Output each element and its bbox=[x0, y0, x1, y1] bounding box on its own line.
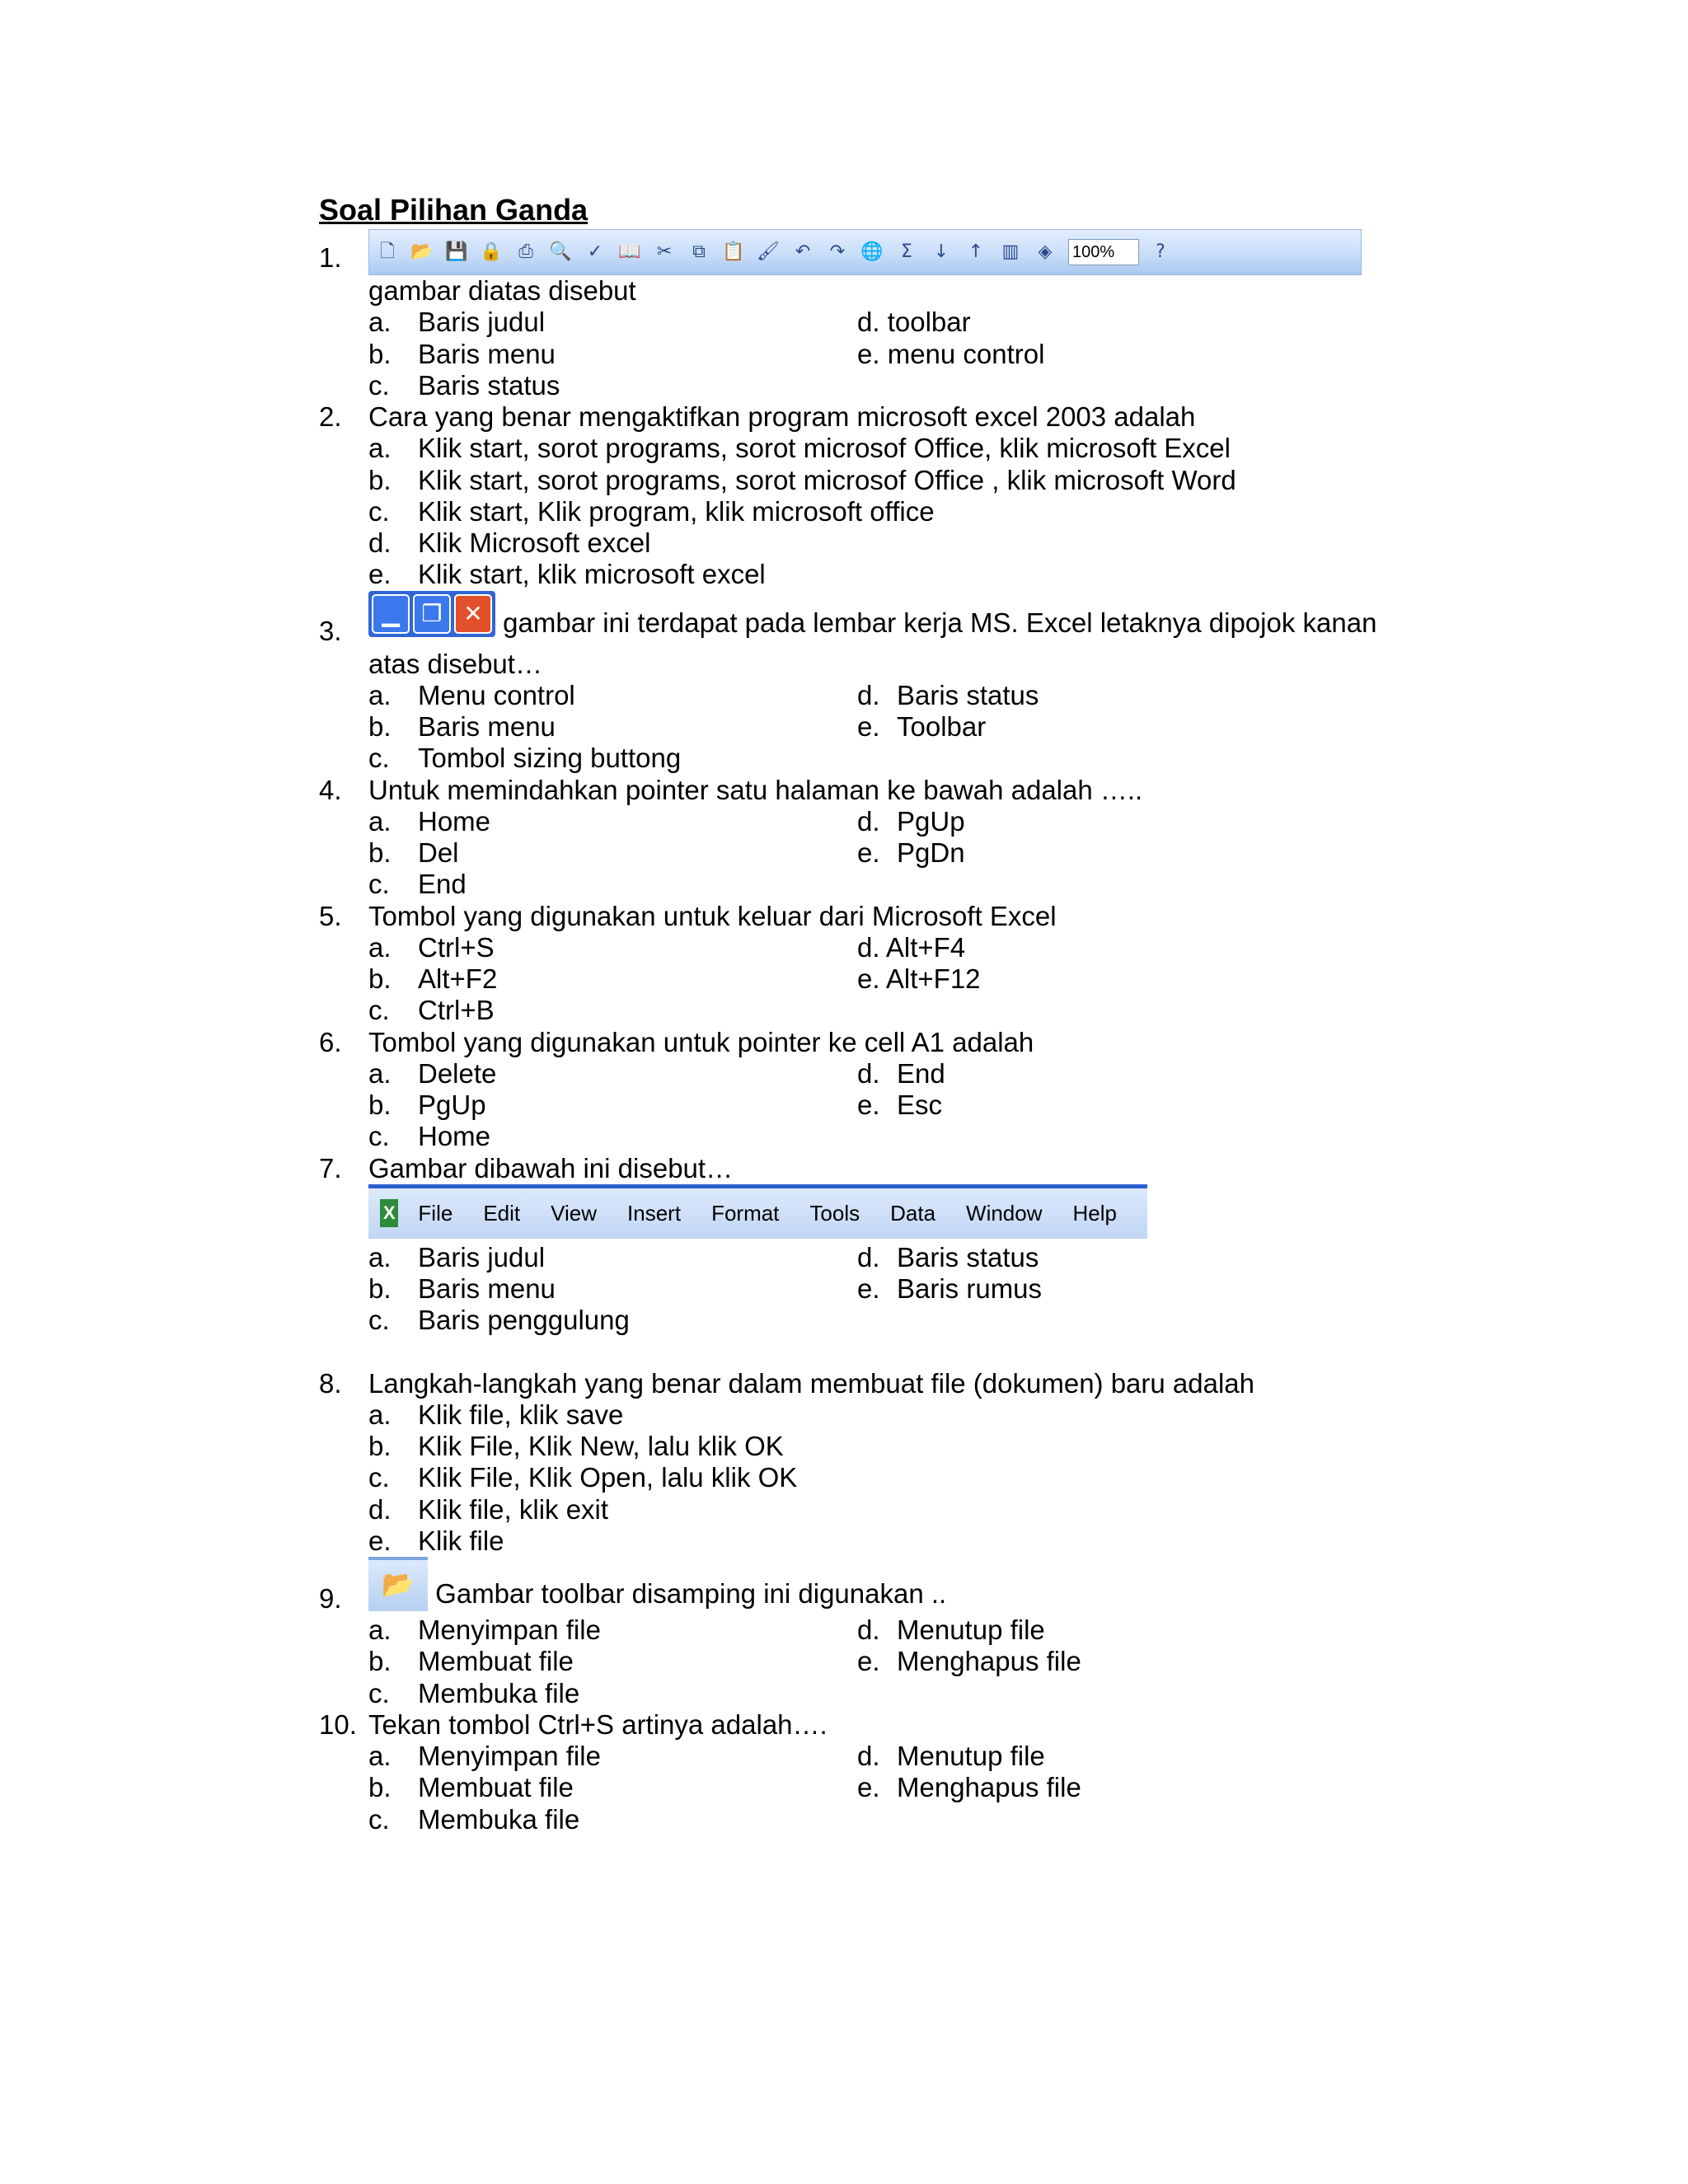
q7-option-c: c. Baris penggulung bbox=[368, 1305, 630, 1336]
q2-number: 2. bbox=[319, 401, 342, 432]
q1-option-c: c. Baris status bbox=[368, 369, 560, 401]
q3-question bbox=[319, 591, 1432, 649]
q4-text: Untuk memindahkan pointer satu halaman ke bawah adalah ….. bbox=[368, 774, 1143, 805]
q6-option-a: a. Delete bbox=[368, 1057, 497, 1089]
q10-option-b: b. Membuat file bbox=[368, 1772, 574, 1803]
q10-question bbox=[319, 1709, 1432, 1741]
q2-option-c: c. Klik start, Klik program, klik microsoft office bbox=[368, 495, 935, 527]
q5-row-2 bbox=[319, 963, 1432, 995]
q8-text: Langkah-langkah yang benar dalam membuat file (dokumen) baru adalah bbox=[368, 1367, 1255, 1399]
q2-question bbox=[319, 401, 1432, 433]
q10-number: 10. bbox=[319, 1708, 357, 1740]
q8-option-d: d. Klik file, klik exit bbox=[368, 1493, 609, 1525]
q7-option-d: d. Baris status bbox=[857, 1241, 1039, 1272]
q3-row-2 bbox=[319, 711, 1432, 743]
q6-row-1 bbox=[319, 1058, 1432, 1090]
q6-option-c: c. Home bbox=[368, 1121, 491, 1152]
q10-option-d: d. Menutup file bbox=[857, 1741, 1045, 1771]
new-icon: 🗋 bbox=[380, 241, 395, 262]
q6-row-2 bbox=[319, 1090, 1432, 1121]
menu-format: Format bbox=[711, 1201, 780, 1226]
open-icon: 📂 bbox=[410, 241, 434, 262]
q4-option-d: d. PgUp bbox=[857, 805, 965, 837]
q9-option-d: d. Menutup file bbox=[857, 1615, 1045, 1645]
q10-option-e: e. Menghapus file bbox=[857, 1772, 1081, 1803]
q3-option-d: d. Baris status bbox=[857, 679, 1039, 710]
autosum-icon: Σ bbox=[901, 241, 912, 262]
close-icon: ✕ bbox=[454, 594, 492, 634]
q9-question bbox=[319, 1557, 1432, 1615]
q9-text: Gambar toolbar disamping ini digunakan .. bbox=[435, 1577, 947, 1609]
worksheet-page bbox=[319, 191, 1432, 1835]
q5-option-d: d. Alt+F4 bbox=[857, 931, 966, 963]
q1-option-e: e. menu control bbox=[857, 338, 1045, 369]
save-icon: 💾 bbox=[445, 241, 468, 262]
q1-text: gambar diatas disebut bbox=[368, 275, 636, 306]
menu-window: Window bbox=[966, 1201, 1043, 1226]
q7-option-b: b. Baris menu bbox=[368, 1273, 556, 1304]
q4-option-e: e. PgDn bbox=[857, 837, 965, 868]
print-icon: ⎙ bbox=[518, 241, 533, 262]
q7-option-a: a. Baris judul bbox=[368, 1241, 546, 1272]
q1-number: 1. bbox=[319, 242, 342, 273]
zoom-box: 100% bbox=[1068, 239, 1139, 265]
q1-question bbox=[319, 275, 1432, 307]
q9-option-e: e. Menghapus file bbox=[857, 1646, 1081, 1677]
q5-row-1 bbox=[319, 932, 1432, 963]
q5-row-3 bbox=[319, 995, 1432, 1026]
chart-icon: ▥ bbox=[1001, 241, 1020, 262]
q4-row-3 bbox=[319, 869, 1432, 900]
q7-number: 7. bbox=[319, 1152, 342, 1183]
q9-number: 9. bbox=[319, 1583, 342, 1614]
q6-option-d: d. End bbox=[857, 1057, 945, 1089]
q6-option-b: b. PgUp bbox=[368, 1090, 486, 1120]
q5-option-c: c. Ctrl+B bbox=[368, 995, 495, 1026]
q1-row-1 bbox=[319, 307, 1432, 338]
q9-option-b: b. Membuat file bbox=[368, 1646, 574, 1677]
menu-tools: Tools bbox=[809, 1201, 860, 1226]
format-painter-icon: 🖌 bbox=[757, 241, 780, 262]
undo-icon: ↶ bbox=[795, 241, 811, 262]
q7-question bbox=[319, 1153, 1432, 1184]
q5-option-b: b. Alt+F2 bbox=[368, 963, 498, 994]
copy-icon: ⧉ bbox=[692, 241, 706, 262]
q9-row-1 bbox=[319, 1615, 1432, 1646]
menu-file: File bbox=[418, 1201, 453, 1226]
menu-edit: Edit bbox=[483, 1201, 521, 1226]
q2-option-e: e. Klik start, klik microsoft excel bbox=[368, 559, 766, 590]
q6-question bbox=[319, 1027, 1432, 1058]
q4-option-a: a. Home bbox=[368, 805, 491, 837]
minimize-icon: ▁ bbox=[372, 594, 410, 634]
menu-bar-image bbox=[368, 1184, 1147, 1239]
q9-row-3 bbox=[319, 1678, 1432, 1709]
window-control-buttons-image bbox=[368, 591, 495, 637]
q4-option-c: c. End bbox=[368, 869, 467, 900]
q9-row-2 bbox=[319, 1646, 1432, 1677]
q3-option-b: b. Baris menu bbox=[368, 711, 556, 742]
q5-question bbox=[319, 901, 1432, 932]
q3-text-cont: atas disebut… bbox=[368, 648, 542, 679]
research-icon: 📖 bbox=[618, 241, 641, 262]
q5-option-e: e. Alt+F12 bbox=[857, 963, 981, 994]
q4-question bbox=[319, 775, 1432, 806]
print-preview-icon: 🔍 bbox=[549, 241, 572, 262]
drawing-icon: ◈ bbox=[1038, 241, 1053, 262]
q2-option-a: a. Klik start, sorot programs, sorot microsof Office, klik microsoft Excel bbox=[368, 433, 1231, 464]
q5-text: Tombol yang digunakan untuk keluar dari Microsoft Excel bbox=[368, 900, 1057, 931]
hyperlink-icon: 🌐 bbox=[860, 241, 884, 262]
q6-text: Tombol yang digunakan untuk pointer ke cell A1 adalah bbox=[368, 1026, 1034, 1057]
q7-menubar-row bbox=[319, 1184, 1432, 1242]
q3-option-e: e. Toolbar bbox=[857, 711, 987, 742]
q8-option-b: b. Klik File, Klik New, lalu klik OK bbox=[368, 1431, 784, 1461]
q1-option-b: b. Baris menu bbox=[368, 338, 556, 369]
q7-row-1 bbox=[319, 1242, 1432, 1273]
q3-option-c: c. Tombol sizing buttong bbox=[368, 743, 682, 774]
q7-option-e: e. Baris rumus bbox=[857, 1273, 1043, 1304]
q2-option-b: b. Klik start, sorot programs, sorot microsof Office , klik microsoft Word bbox=[368, 464, 1236, 495]
q9-option-c: c. Membuka file bbox=[368, 1677, 580, 1708]
q3-question-cont bbox=[319, 649, 1432, 680]
q1-row-3 bbox=[319, 370, 1432, 401]
paste-icon: 📋 bbox=[722, 241, 745, 262]
q1-row-2 bbox=[319, 339, 1432, 370]
q8-option-c: c. Klik File, Klik Open, lalu klik OK bbox=[368, 1462, 798, 1493]
q8-option-e: e. Klik file bbox=[368, 1525, 504, 1556]
q6-option-e: e. Esc bbox=[857, 1090, 943, 1120]
q9-option-a: a. Menyimpan file bbox=[368, 1615, 601, 1645]
q7-row-2 bbox=[319, 1273, 1432, 1305]
menu-data: Data bbox=[890, 1201, 936, 1226]
q10-row-3 bbox=[319, 1804, 1432, 1835]
q3-option-a: a. Menu control bbox=[368, 679, 575, 710]
redo-icon: ↷ bbox=[829, 241, 846, 262]
q10-row-1 bbox=[319, 1741, 1432, 1772]
standard-toolbar-image bbox=[368, 229, 1362, 275]
q10-option-c: c. Membuka file bbox=[368, 1803, 580, 1835]
q1-option-a: a. Baris judul bbox=[368, 307, 546, 338]
help-icon: ? bbox=[1156, 241, 1165, 262]
menu-help: Help bbox=[1072, 1201, 1117, 1226]
page-title: Soal Pilihan Ganda bbox=[319, 193, 588, 227]
q2-option-d: d. Klik Microsoft excel bbox=[368, 527, 651, 558]
q5-number: 5. bbox=[319, 900, 342, 931]
restore-icon: ❐ bbox=[413, 594, 451, 634]
sort-desc-icon: ↑ bbox=[968, 241, 984, 262]
q1-header bbox=[319, 229, 1432, 275]
q3-row-3 bbox=[319, 743, 1432, 774]
menu-insert: Insert bbox=[627, 1201, 682, 1226]
q6-number: 6. bbox=[319, 1026, 342, 1057]
cut-icon: ✂ bbox=[656, 241, 673, 262]
q4-number: 4. bbox=[319, 774, 342, 805]
q10-row-2 bbox=[319, 1772, 1432, 1803]
spelling-icon: ✓ bbox=[587, 241, 603, 262]
q8-number: 8. bbox=[319, 1367, 342, 1399]
q4-option-b: b. Del bbox=[368, 837, 459, 868]
q6-row-3 bbox=[319, 1121, 1432, 1152]
q10-option-a: a. Menyimpan file bbox=[368, 1741, 601, 1771]
open-folder-icon: 📂 bbox=[368, 1557, 428, 1611]
permission-icon: 🔒 bbox=[480, 241, 503, 262]
q1-option-d: d. toolbar bbox=[857, 307, 971, 338]
q4-row-2 bbox=[319, 837, 1432, 869]
q5-option-a: a. Ctrl+S bbox=[368, 931, 495, 963]
q3-row-1 bbox=[319, 680, 1432, 711]
q8-option-a: a. Klik file, klik save bbox=[368, 1399, 624, 1430]
excel-icon: X bbox=[380, 1199, 398, 1227]
q10-text: Tekan tombol Ctrl+S artinya adalah…. bbox=[368, 1708, 828, 1740]
q3-text: gambar ini terdapat pada lembar kerja MS. Excel letaknya dipojok kanan bbox=[503, 607, 1377, 639]
q3-number: 3. bbox=[319, 615, 342, 646]
q8-question bbox=[319, 1368, 1432, 1399]
q7-text: Gambar dibawah ini disebut… bbox=[368, 1152, 734, 1183]
menu-view: View bbox=[551, 1201, 598, 1226]
q4-row-1 bbox=[319, 806, 1432, 837]
q2-text: Cara yang benar mengaktifkan program microsoft excel 2003 adalah bbox=[368, 401, 1196, 432]
sort-asc-icon: ↓ bbox=[933, 241, 950, 262]
q7-row-3 bbox=[319, 1305, 1432, 1336]
